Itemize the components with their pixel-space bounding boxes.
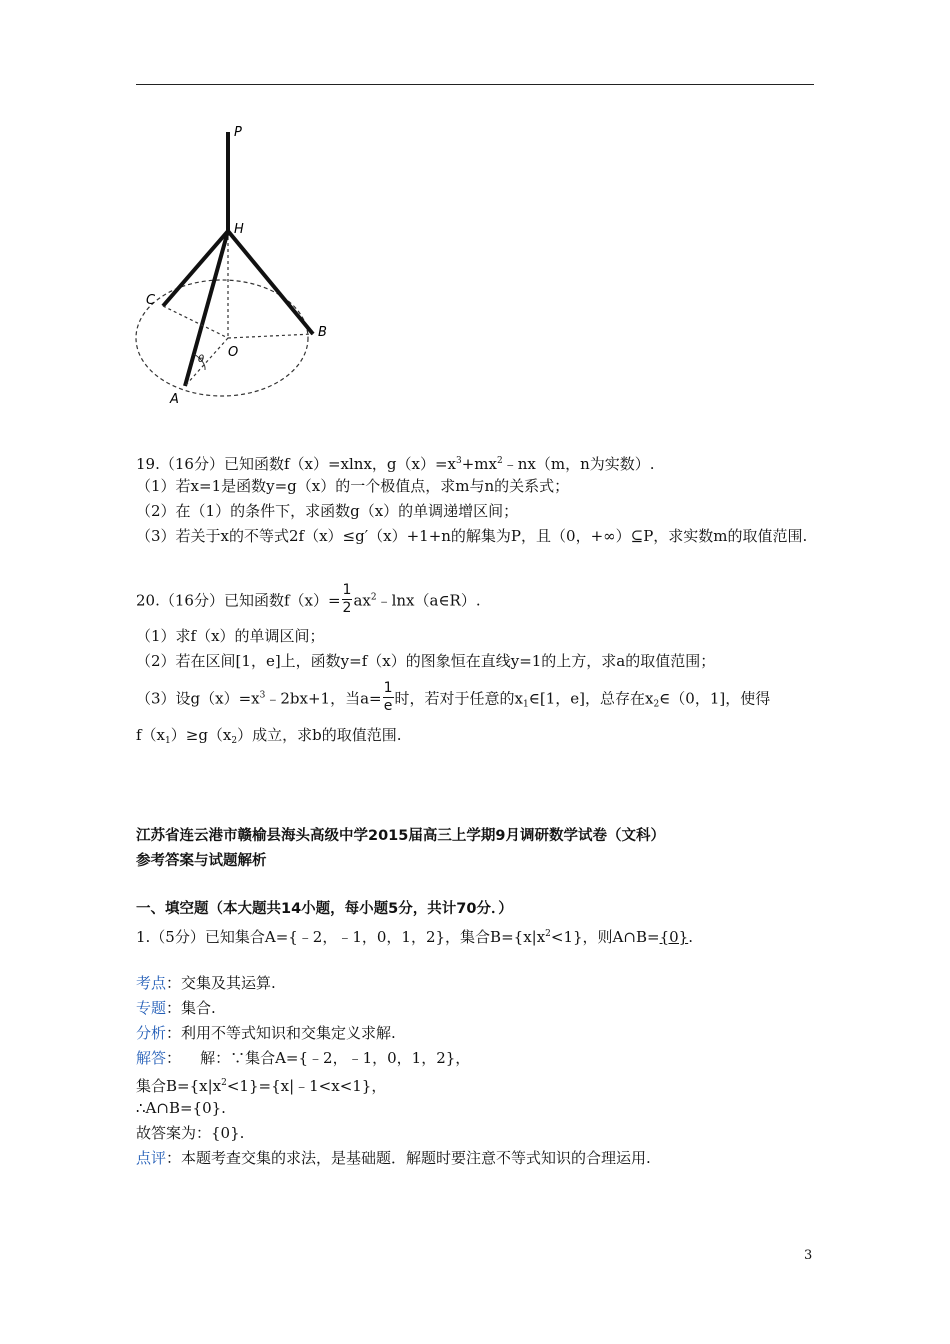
kaodian-label: 考点 [136,974,167,992]
q19-line2: （1）若x=1是函数y=g（x）的一个极值点，求m与n的关系式； [136,477,570,495]
label-a: A [170,392,179,407]
segment-ob [228,334,313,338]
zhuanti-line: 专题：集合. [136,999,216,1017]
jieda-line: 解答： 解：∵集合A={﹣2，﹣1，0，1，2}， [136,1049,471,1067]
solution-line4: 故答案为：{0}. [136,1124,245,1142]
q20-line2: （1）求f（x）的单调区间； [136,627,325,645]
label-b: B [318,325,327,340]
q20-line5: $f(x_1)\ge g(x_2)$成立，求b的取值范围. [136,726,402,746]
section-heading: 一、填空题（本大题共14小题，每小题5分，共计70分．） [136,901,513,917]
cable-hb [228,231,313,334]
zhuanti-label: 专题 [136,999,167,1017]
label-c: C [146,293,156,308]
header-rule [136,84,814,85]
q19-line4: （3）若关于x的不等式2f（x）≤g′（x）+1+n的解集为P，且（0，+∞）⊆P，求实数m的取值范围. [136,527,808,545]
answer-blank: {0} [659,928,689,946]
q20-line4: （3）设$g(x)=x^3﹣2bx+1$，当a= $\frac{1}{e}$ 时，若对于任意的$x_1\in[1$，e]，总存在$x_2\in(0$，1]，使得 [136,680,771,714]
kaodian-line: 考点：交集及其运算. [136,974,276,992]
dianping-line: 点评：本题考查交集的求法，是基础题．解题时要注意不等式知识的合理运用. [136,1149,651,1167]
page-number: 3 [804,1248,813,1263]
fraction-one-half: $\frac{1}{2}$ [342,582,352,616]
q19-line3: （2）在（1）的条件下，求函数g（x）的单调递增区间； [136,502,519,520]
cone-diagram [130,118,340,413]
fenxi-label: 分析 [136,1024,167,1042]
solution-line3: ∴A∩B={0}. [136,1099,226,1117]
q20-line3: （2）若在区间[1，e]上，函数y=f（x）的图象恒在直线y=1的上方，求a的取值范围； [136,652,716,670]
dianping-label: 点评 [136,1149,167,1167]
q19-line1: 19.（16分）已知函数f（x）=xlnx，$g(x)=x^3+mx^2﹣nx(m$，n为实数）. [136,455,655,473]
label-p: P [234,125,242,140]
answers-title: 江苏省连云港市赣榆县海头高级中学2015届高三上学期9月调研数学试卷（文科） [136,828,665,844]
segment-oc [163,306,228,338]
answer-q1: 1.（5分）已知集合A={﹣2，﹣1，0，1，2}，集合$B=\{x|x^2<1\}$，则A∩B={0}. [136,928,693,946]
answers-subtitle: 参考答案与试题解析 [136,853,267,869]
label-h: H [234,222,244,237]
fenxi-line: 分析：利用不等式知识和交集定义求解. [136,1024,396,1042]
label-o: O [228,345,239,360]
solution-line2: 集合$B=\{x|x^2<1\}=\{x|﹣1<x<1\}$， [136,1077,387,1095]
fraction-one-over-e: $\frac{1}{e}$ [383,680,393,714]
jieda-label: 解答 [136,1049,167,1067]
q20-line1: 20.（16分）已知函数f（x）= $\frac{1}{2}$ $ax^2﹣\ln x(a\in R)$. [136,582,481,616]
label-theta: θ [198,354,205,365]
cone-figure [130,118,340,413]
